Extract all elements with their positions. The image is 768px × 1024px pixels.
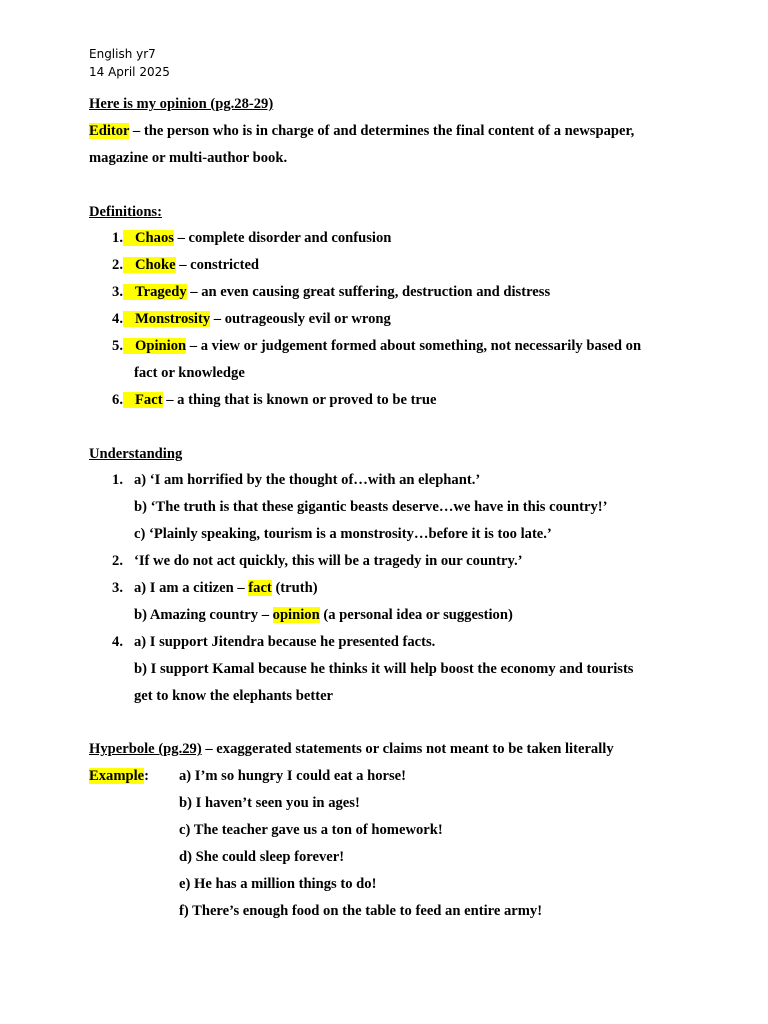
- definition-item: [89, 279, 689, 306]
- hyperbole-title: Hyperbole (pg.29): [89, 741, 202, 758]
- hyperbole-definition-text: – exaggerated statements or claims not meant to be taken literally: [201, 741, 614, 758]
- understanding-item: [89, 575, 689, 602]
- definition-item: [89, 333, 689, 360]
- understanding-item: [89, 548, 689, 575]
- definition-continuation: fact or knowledge: [134, 364, 245, 381]
- definition-number: 4.: [112, 311, 123, 328]
- definition-number: 5.: [112, 338, 123, 355]
- understanding-number: 2.: [112, 553, 123, 570]
- section-title: Here is my opinion (pg.28-29): [89, 96, 274, 112]
- definition-number: 1.: [112, 230, 123, 247]
- definition-number: 2.: [112, 257, 123, 274]
- document-body: [89, 91, 689, 925]
- document-subject: English yr7: [89, 47, 156, 61]
- example-text: c) The teacher gave us a ton of homework!: [179, 822, 443, 839]
- understanding-number: 1.: [112, 472, 123, 489]
- highlighted-word: fact: [248, 580, 272, 597]
- example-label: Example: [89, 768, 145, 785]
- answer-text: (a personal idea or suggestion): [319, 606, 513, 623]
- definition-term: Choke: [123, 257, 176, 273]
- definitions-heading: Definitions:: [89, 203, 162, 220]
- answer-line: [89, 602, 689, 629]
- example-text: e) He has a million things to do!: [179, 875, 377, 892]
- document-date: 14 April 2025: [89, 65, 170, 79]
- answer-text: b) ‘The truth is that these gigantic beasts deserve…we have in this country!’: [134, 499, 608, 516]
- answer-text: (truth): [271, 580, 318, 597]
- definition-term: Fact: [123, 392, 163, 408]
- definition-number: 3.: [112, 284, 123, 301]
- definition-text: – a thing that is known or proved to be true: [162, 391, 437, 408]
- definition-term: Opinion: [123, 338, 186, 354]
- editor-definition-continued: magazine or multi-author book.: [89, 149, 288, 166]
- definition-text: – complete disorder and confusion: [173, 230, 392, 247]
- understanding-number: 4.: [112, 633, 123, 650]
- blank-line: [89, 414, 689, 441]
- understanding-item: [89, 467, 689, 494]
- blank-line: [89, 709, 689, 736]
- editor-term: Editor: [89, 122, 130, 139]
- example-text: f) There’s enough food on the table to feed an entire army!: [179, 902, 543, 919]
- understanding-item: [89, 629, 689, 656]
- example-text: d) She could sleep forever!: [179, 848, 345, 865]
- definition-term: Chaos: [123, 230, 174, 246]
- answer-text: c) ‘Plainly speaking, tourism is a monstrosity…before it is too late.’: [134, 526, 552, 543]
- understanding-heading: Understanding: [89, 445, 183, 462]
- hyperbole-definition: [89, 736, 689, 763]
- definition-term: Tragedy: [123, 284, 187, 300]
- definition-item: [89, 387, 689, 414]
- definition-item: [89, 252, 689, 279]
- example-colon: :: [144, 768, 150, 785]
- blank-line: [89, 172, 689, 199]
- example-row: [89, 763, 689, 790]
- definition-term: Monstrosity: [123, 311, 210, 327]
- definition-text: – an even causing great suffering, destruction and distress: [186, 284, 551, 301]
- definition-number: 6.: [112, 391, 123, 408]
- editor-definition: [89, 118, 689, 145]
- highlighted-word: opinion: [272, 606, 320, 623]
- answer-text: ‘If we do not act quickly, this will be a tragedy in our country.’: [134, 553, 523, 570]
- answer-text: get to know the elephants better: [134, 687, 334, 704]
- editor-definition-text: – the person who is in charge of and determines the final content of a newspaper,: [129, 122, 635, 139]
- example-text: a) I’m so hungry I could eat a horse!: [179, 768, 407, 785]
- definition-text: – outrageously evil or wrong: [210, 311, 391, 328]
- definition-item: [89, 306, 689, 333]
- answer-text: a) ‘I am horrified by the thought of…with an elephant.’: [134, 472, 481, 489]
- definition-text: – a view or judgement formed about something, not necessarily based on: [186, 338, 642, 355]
- answer-text: a) I support Jitendra because he presented facts.: [134, 633, 436, 650]
- definition-text: – constricted: [175, 257, 260, 274]
- definition-item: [89, 225, 689, 252]
- answer-text: b) Amazing country –: [134, 606, 273, 623]
- answer-text: a) I am a citizen –: [134, 580, 249, 597]
- example-text: b) I haven’t seen you in ages!: [179, 795, 360, 812]
- example-label-wrap: [89, 763, 179, 790]
- answer-text: b) I support Kamal because he thinks it will help boost the economy and tourists: [134, 660, 634, 677]
- understanding-number: 3.: [112, 580, 123, 597]
